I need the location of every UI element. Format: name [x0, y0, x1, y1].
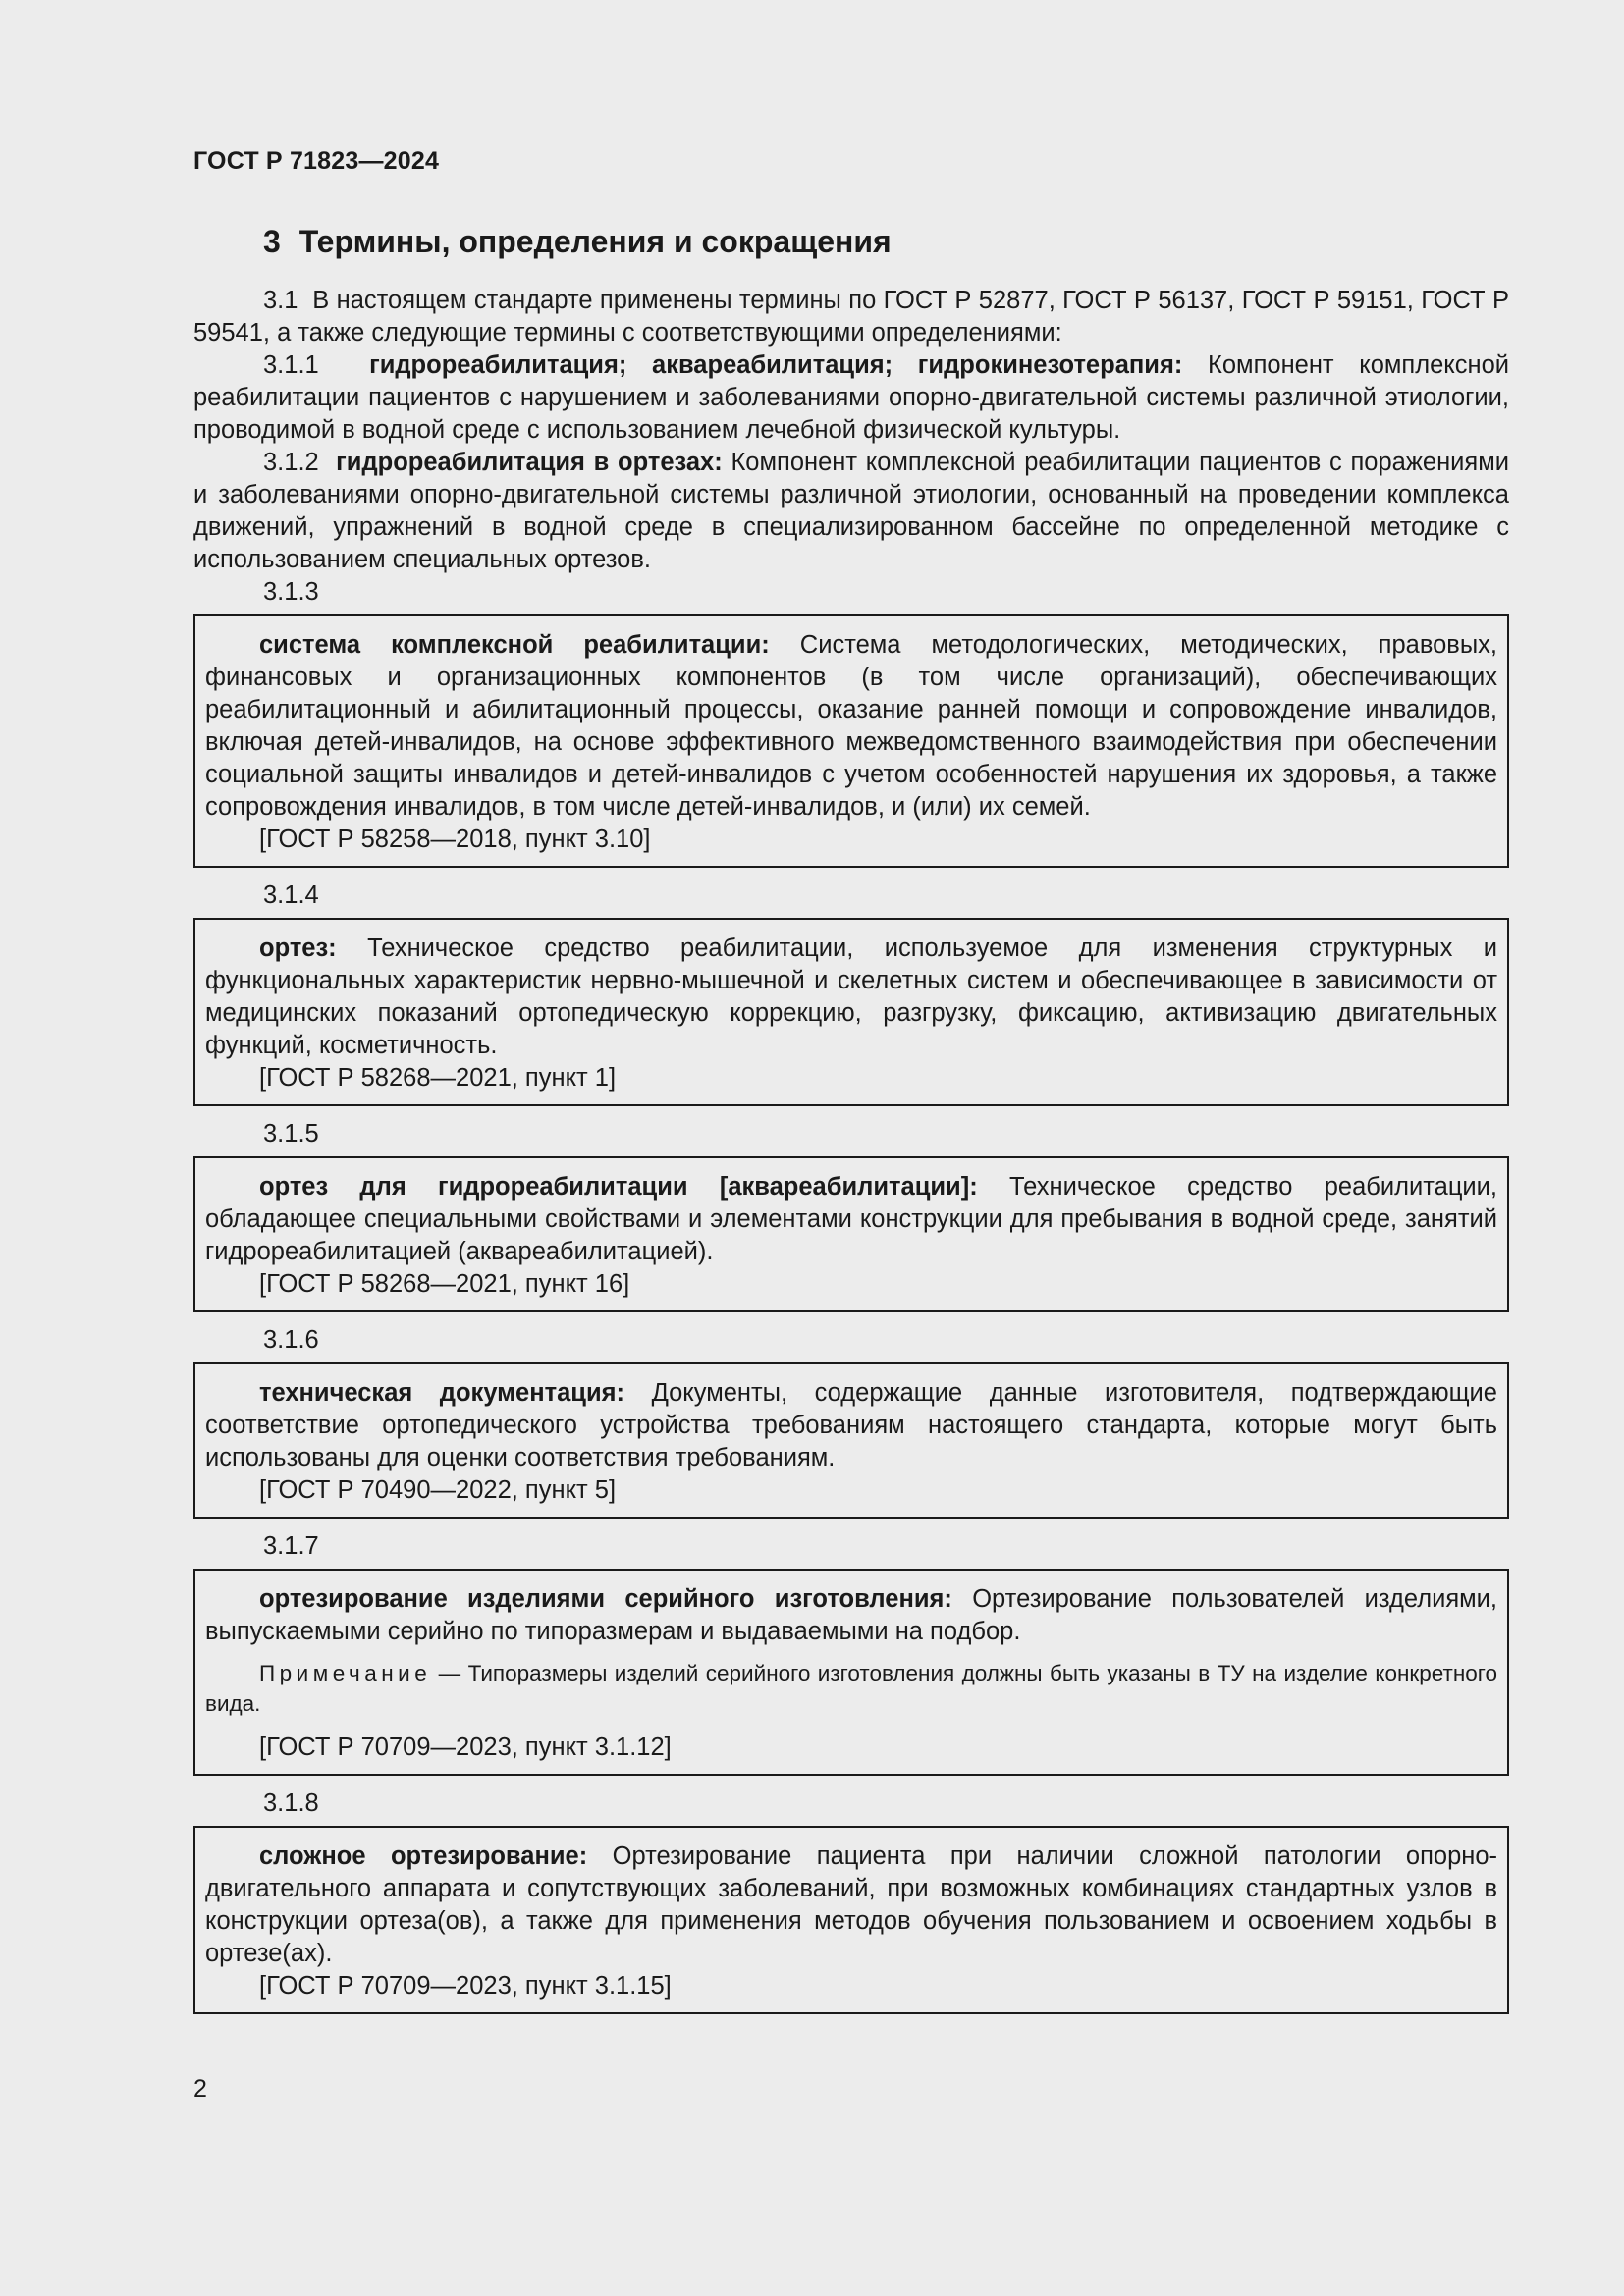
term-name: система комплексной реабилитации: [259, 631, 770, 659]
term-definition: Ортезирование пациента при наличии сложной патологии опорно-двигательного аппарата и сопутствующих заболеваний, при возможных комбинациях стандартных узлов в конструкции ортеза(ов), а также для применения методов обучения пользованием и освоением ходьбы в ортезе(ах). [205, 1842, 1498, 1967]
intro-number: 3.1 [263, 287, 298, 314]
term-definition: Техническое средство реабилитации, обладающее специальными свойствами и элементами конструкции для пребывания в водной среде, занятий гидрореабилитацией (аквареабилитацией). [205, 1173, 1497, 1265]
term-3-1-2 [193, 447, 1509, 576]
term-entry [205, 1583, 1497, 1648]
section-title: Термины, определения и сокращения [298, 224, 892, 259]
term-box-3-1-6 [193, 1362, 1509, 1519]
term-number: 3.1.6 [263, 1326, 319, 1354]
term-entry [205, 933, 1497, 1062]
term-entry [205, 1841, 1497, 1970]
term-entry [205, 629, 1497, 824]
term-name: ортез: [259, 934, 337, 962]
term-name: техническая документация: [259, 1379, 625, 1407]
term-name: гидрореабилитация; аквареабилитация; гидрокинезотерапия: [369, 351, 1183, 379]
term-number: 3.1.2 [263, 449, 319, 476]
term-source: [ГОСТ Р 70709—2023, пункт 3.1.15] [259, 1972, 672, 2000]
term-name: сложное ортезирование: [259, 1842, 588, 1870]
term-name: ортез для гидрореабилитации [аквареабилитации]: [259, 1173, 978, 1201]
term-name: ортезирование изделиями серийного изготовления: [259, 1585, 952, 1613]
term-box-3-1-3 [193, 614, 1509, 868]
page-number: 2 [193, 2075, 207, 2103]
section-heading [263, 224, 892, 260]
term-number: 3.1.5 [263, 1120, 319, 1148]
term-source: [ГОСТ Р 70709—2023, пункт 3.1.12] [259, 1734, 672, 1761]
term-box-3-1-5 [193, 1156, 1509, 1312]
term-definition: Документы, содержащие данные изготовителя, подтверждающие соответствие ортопедического устройства требованиям настоящего стандарта, которые могут быть использованы для оценки соответствия требованиям. [205, 1379, 1497, 1471]
term-box-3-1-7 [193, 1569, 1509, 1776]
term-number: 3.1.8 [263, 1789, 319, 1817]
note-text: — Типоразмеры изделий серийного изготовления должны быть указаны в ТУ на изделие конкретного вида. [205, 1661, 1497, 1716]
term-definition: Система методологических, методических, правовых, финансовых и организационных компонентов (в том числе организаций), обеспечивающих реабилитационный и абилитационный процессы, оказание ранней помощи и сопровождение инвалидов, включая детей-инвалидов, на основе эффективного межведомственного взаимодействия при обеспечении социальной защиты инвалидов и детей-инвалидов с учетом особенностей нарушения их здоровья, а также сопровождения инвалидов, в том числе детей-инвалидов, и (или) их семей. [205, 631, 1497, 821]
section-body [193, 285, 1509, 2014]
term-name: гидрореабилитация в ортезах: [336, 449, 723, 476]
term-3-1-1 [193, 349, 1509, 447]
term-number: 3.1.4 [263, 881, 319, 909]
term-source: [ГОСТ Р 58268—2021, пункт 1] [259, 1064, 617, 1092]
term-entry [205, 1377, 1497, 1474]
intro-paragraph [193, 285, 1509, 349]
term-number: 3.1.1 [263, 351, 319, 379]
term-source: [ГОСТ Р 58268—2021, пункт 16] [259, 1270, 630, 1298]
term-definition: Компонент комплексной реабилитации пациентов с нарушением и заболеваниями опорно-двигательной системы различной этиологии, проводимой в водной среде с использованием лечебной физической культуры. [193, 351, 1510, 444]
term-source: [ГОСТ Р 58258—2018, пункт 3.10] [259, 826, 651, 853]
term-definition: Ортезирование пользователей изделиями, выпускаемыми серийно по типоразмерам и выдаваемыми на подбор. [205, 1585, 1497, 1645]
term-entry [205, 1171, 1497, 1268]
term-note [205, 1658, 1497, 1719]
term-number: 3.1.7 [263, 1532, 319, 1560]
term-source: [ГОСТ Р 70490—2022, пункт 5] [259, 1476, 617, 1504]
note-label: Примечание [259, 1661, 432, 1685]
section-number: 3 [263, 224, 281, 259]
term-number: 3.1.3 [263, 578, 319, 606]
intro-text: В настоящем стандарте применены термины по ГОСТ Р 52877, ГОСТ Р 56137, ГОСТ Р 59151, ГОСТ Р 59541, а также следующие термины с соответствующими определениями: [193, 287, 1510, 347]
term-definition: Техническое средство реабилитации, используемое для изменения структурных и функциональных характеристик нервно-мышечной и скелетных систем и обеспечивающее в зависимости от медицинских показаний ортопедическую коррекцию, разгрузку, фиксацию, активизацию двигательных функций, косметичность. [205, 934, 1497, 1059]
term-definition: Компонент комплексной реабилитации пациентов с поражениями и заболеваниями опорно-двигательной системы различной этиологии, основанный на проведении комплекса движений, упражнений в водной среде в специализированном бассейне по определенной методике с использованием специальных ортезов. [193, 449, 1510, 573]
term-box-3-1-8 [193, 1826, 1509, 2014]
document-standard-id: ГОСТ Р 71823—2024 [193, 147, 440, 175]
term-box-3-1-4 [193, 918, 1509, 1106]
